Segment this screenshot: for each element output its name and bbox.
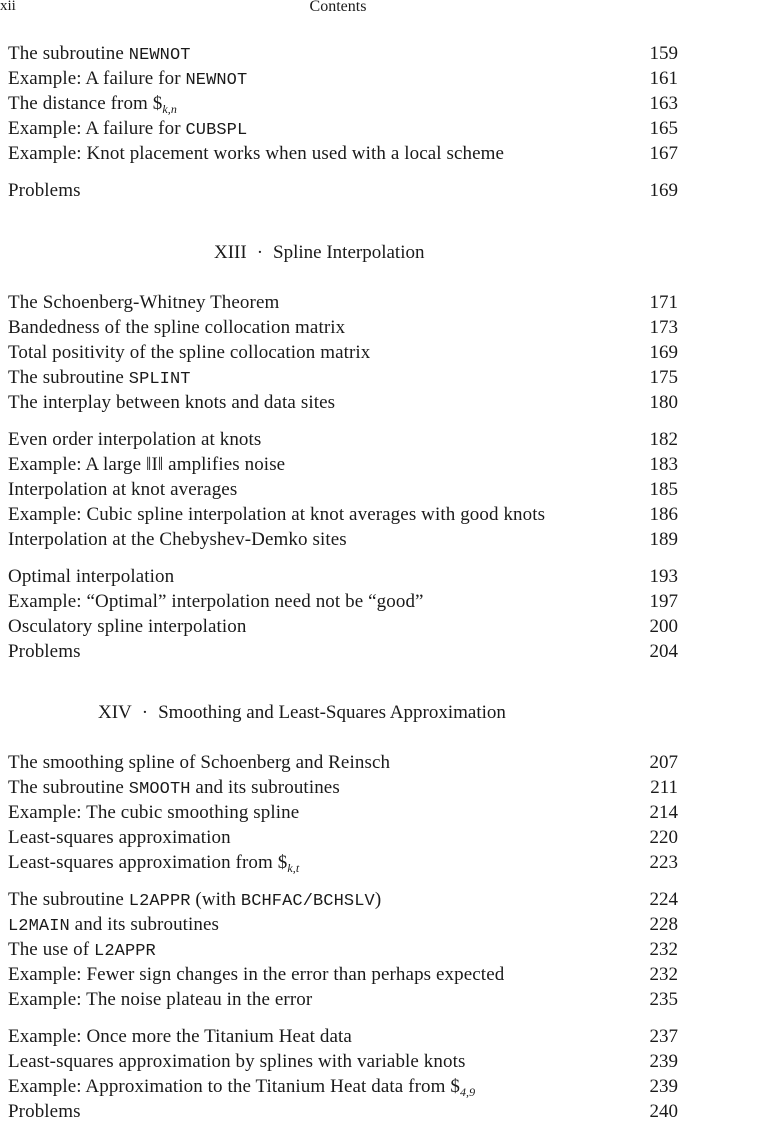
entry-title (8, 478, 237, 502)
toc-entry[interactable] (8, 851, 678, 880)
entry-title (8, 67, 247, 93)
toc-entry[interactable] (8, 565, 678, 589)
toc-entry[interactable] (8, 938, 678, 964)
entry-text: (with (190, 889, 241, 910)
entry-title (8, 963, 504, 987)
entry-page-number: 185 (649, 479, 678, 500)
entry-page-number: 240 (649, 1101, 678, 1122)
entry-title (8, 826, 231, 850)
separator-dot: · (141, 702, 149, 723)
entry-title (8, 988, 312, 1012)
entry-page-number: 207 (649, 752, 678, 773)
entry-title (8, 391, 335, 415)
entry-page-number: 232 (649, 964, 678, 985)
entry-text: Example: Approximation to the Titanium Heat data from $ (8, 1076, 460, 1097)
entry-page-number: 228 (649, 914, 678, 935)
entry-text: Problems (8, 1101, 81, 1122)
entry-text: The Schoenberg-Whitney Theorem (8, 292, 280, 313)
toc-entry[interactable] (8, 776, 678, 802)
entry-text: Example: Knot placement works when used with a local scheme (8, 143, 505, 164)
entry-text: Osculatory spline interpolation (8, 616, 247, 637)
chapter-title: Smoothing and Least-Squares Approximation (158, 702, 506, 723)
entry-text: ) (374, 889, 382, 910)
entry-page-number: 161 (649, 68, 678, 89)
entry-page-number: 200 (649, 616, 678, 637)
entry-title (8, 42, 191, 68)
chapter-numeral: XIII (214, 242, 247, 263)
entry-text: Least-squares approximation (8, 827, 231, 848)
entry-text: The subroutine (8, 43, 129, 64)
entry-text: The smoothing spline of Schoenberg and Reinsch (8, 752, 391, 773)
toc-entry[interactable] (8, 640, 678, 664)
toc-entry[interactable] (8, 913, 678, 939)
entry-title (8, 801, 299, 825)
entry-text: Example: A failure for (8, 68, 186, 89)
entry-code: SMOOTH (128, 780, 191, 799)
toc-entry[interactable] (8, 341, 678, 365)
entry-page-number: 224 (649, 889, 678, 910)
entry-page-number: 220 (649, 827, 678, 848)
entry-text: Example: “Optimal” interpolation need not be “good” (8, 591, 424, 612)
entry-page-number: 189 (649, 529, 678, 550)
entry-title (8, 117, 247, 143)
entry-page-number: 165 (649, 118, 678, 139)
entry-title (8, 528, 347, 552)
entry-code: NEWNOT (128, 46, 191, 65)
entry-title (8, 913, 219, 939)
entry-title (8, 565, 174, 589)
toc-entry[interactable] (8, 590, 678, 614)
entry-title (8, 751, 390, 775)
toc-entry[interactable] (8, 179, 678, 203)
entry-page-number: 211 (650, 777, 678, 798)
entry-text: Problems (8, 641, 81, 662)
entry-page-number: 175 (649, 367, 678, 388)
entry-title (8, 366, 191, 392)
entry-title (8, 1025, 352, 1049)
toc-entry[interactable] (8, 142, 678, 166)
entry-text: Least-squares approximation by splines with variable knots (8, 1051, 466, 1072)
chapter-title: Spline Interpolation (273, 242, 425, 263)
entry-page-number: 237 (649, 1026, 678, 1047)
entry-text: The interplay between knots and data sites (8, 392, 336, 413)
entry-page-number: 239 (649, 1076, 678, 1097)
entry-page-number: 193 (649, 566, 678, 587)
entry-text: Total positivity of the spline collocation matrix (8, 342, 371, 363)
entry-page-number: 182 (649, 429, 678, 450)
entry-page-number: 169 (649, 180, 678, 201)
toc-entry[interactable] (8, 1050, 678, 1074)
entry-code: L2APPR (128, 892, 191, 911)
entry-page-number: 214 (649, 802, 678, 823)
toc-entry[interactable] (8, 366, 678, 392)
running-head: Contents (309, 0, 367, 15)
entry-code: SPLINT (128, 370, 191, 389)
entry-page-number: 235 (649, 989, 678, 1010)
toc-entry[interactable] (8, 963, 678, 987)
chapter-numeral: XIV (98, 702, 132, 723)
entry-title (8, 453, 285, 477)
toc-entry[interactable] (8, 453, 678, 477)
toc-entry[interactable] (8, 67, 678, 93)
entry-title (8, 640, 81, 664)
entry-text: Example: A failure for (8, 118, 186, 139)
toc-entry[interactable] (8, 801, 678, 825)
entry-text: Bandedness of the spline collocation matrix (8, 317, 346, 338)
entry-code: NEWNOT (185, 71, 248, 90)
entry-page-number: 163 (649, 93, 678, 114)
entry-text: The use of (8, 939, 95, 960)
entry-page-number: 232 (649, 939, 678, 960)
toc-entry[interactable] (8, 988, 678, 1012)
entry-subscript: 4,9 (459, 1085, 476, 1099)
entry-page-number: 169 (649, 342, 678, 363)
entry-text: Example: Once more the Titanium Heat data (8, 1026, 352, 1047)
toc-entry[interactable] (8, 316, 678, 340)
entry-page-number: 204 (649, 641, 678, 662)
entry-title (8, 615, 246, 639)
entry-title (8, 888, 381, 914)
separator-dot: · (256, 242, 264, 263)
entry-text: Example: Fewer sign changes in the error than perhaps expected (8, 964, 505, 985)
toc-entry[interactable] (8, 1100, 678, 1124)
entry-page-number: 171 (649, 292, 678, 313)
entry-title (8, 1100, 81, 1124)
toc-entry[interactable] (8, 117, 678, 143)
entry-code: BCHFAC/BCHSLV (240, 892, 375, 911)
page-numeral: xii (0, 0, 16, 14)
entry-title (8, 179, 81, 203)
entry-code: L2APPR (94, 942, 156, 961)
entry-text: The subroutine (8, 777, 129, 798)
toc-entry[interactable] (8, 826, 678, 850)
entry-text: The subroutine (8, 889, 129, 910)
entry-subscript: k,t (287, 861, 300, 875)
toc-entry[interactable] (8, 503, 678, 527)
entry-text: Optimal interpolation (8, 566, 175, 587)
entry-title (8, 503, 545, 527)
entry-page-number: 197 (649, 591, 678, 612)
entry-page-number: 223 (649, 852, 678, 873)
entry-text: Interpolation at the Chebyshev-Demko sites (8, 529, 347, 550)
toc-entry[interactable] (8, 888, 678, 914)
entry-page-number: 159 (649, 43, 678, 64)
entry-title (8, 291, 279, 315)
entry-title (8, 1050, 465, 1074)
entry-title (8, 851, 299, 880)
entry-page-number: 186 (649, 504, 678, 525)
entry-text: and its subroutines (190, 777, 340, 798)
entry-title (8, 590, 424, 614)
entry-text: The distance from $ (8, 93, 163, 114)
entry-text: Least-squares approximation from $ (8, 852, 288, 873)
toc-entry[interactable] (8, 42, 678, 68)
entry-title (8, 428, 261, 452)
entry-page-number: 183 (649, 454, 678, 475)
entry-text: Even order interpolation at knots (8, 429, 262, 450)
entry-title (8, 341, 370, 365)
chapter-14-heading (98, 702, 506, 724)
entry-title (8, 316, 345, 340)
entry-title (8, 938, 156, 964)
entry-text: Example: Cubic spline interpolation at knot averages with good knots (8, 504, 546, 525)
chapter-13-heading (214, 242, 424, 264)
entry-page-number: 180 (649, 392, 678, 413)
entry-page-number: 173 (649, 317, 678, 338)
entry-title (8, 776, 340, 802)
entry-page-number: 239 (649, 1051, 678, 1072)
entry-text: and its subroutines (69, 914, 220, 935)
entry-code: L2MAIN (8, 917, 70, 936)
entry-text: Interpolation at knot averages (8, 479, 238, 500)
entry-subscript: k,n (162, 102, 178, 116)
toc-entry[interactable] (8, 1025, 678, 1049)
entry-page-number: 167 (649, 143, 678, 164)
toc-entry[interactable] (8, 615, 678, 639)
toc-entry[interactable] (8, 751, 678, 775)
toc-entry[interactable] (8, 291, 678, 315)
toc-entry[interactable] (8, 478, 678, 502)
entry-text: The subroutine (8, 367, 129, 388)
entry-code: CUBSPL (185, 121, 248, 140)
entry-text: Example: The noise plateau in the error (8, 989, 313, 1010)
entry-text: Example: The cubic smoothing spline (8, 802, 300, 823)
entry-text: Problems (8, 180, 81, 201)
toc-entry[interactable] (8, 428, 678, 452)
toc-entry[interactable] (8, 391, 678, 415)
entry-text: Example: A large ‖I‖ amplifies noise (8, 454, 286, 475)
entry-title (8, 142, 504, 166)
toc-entry[interactable] (8, 528, 678, 552)
